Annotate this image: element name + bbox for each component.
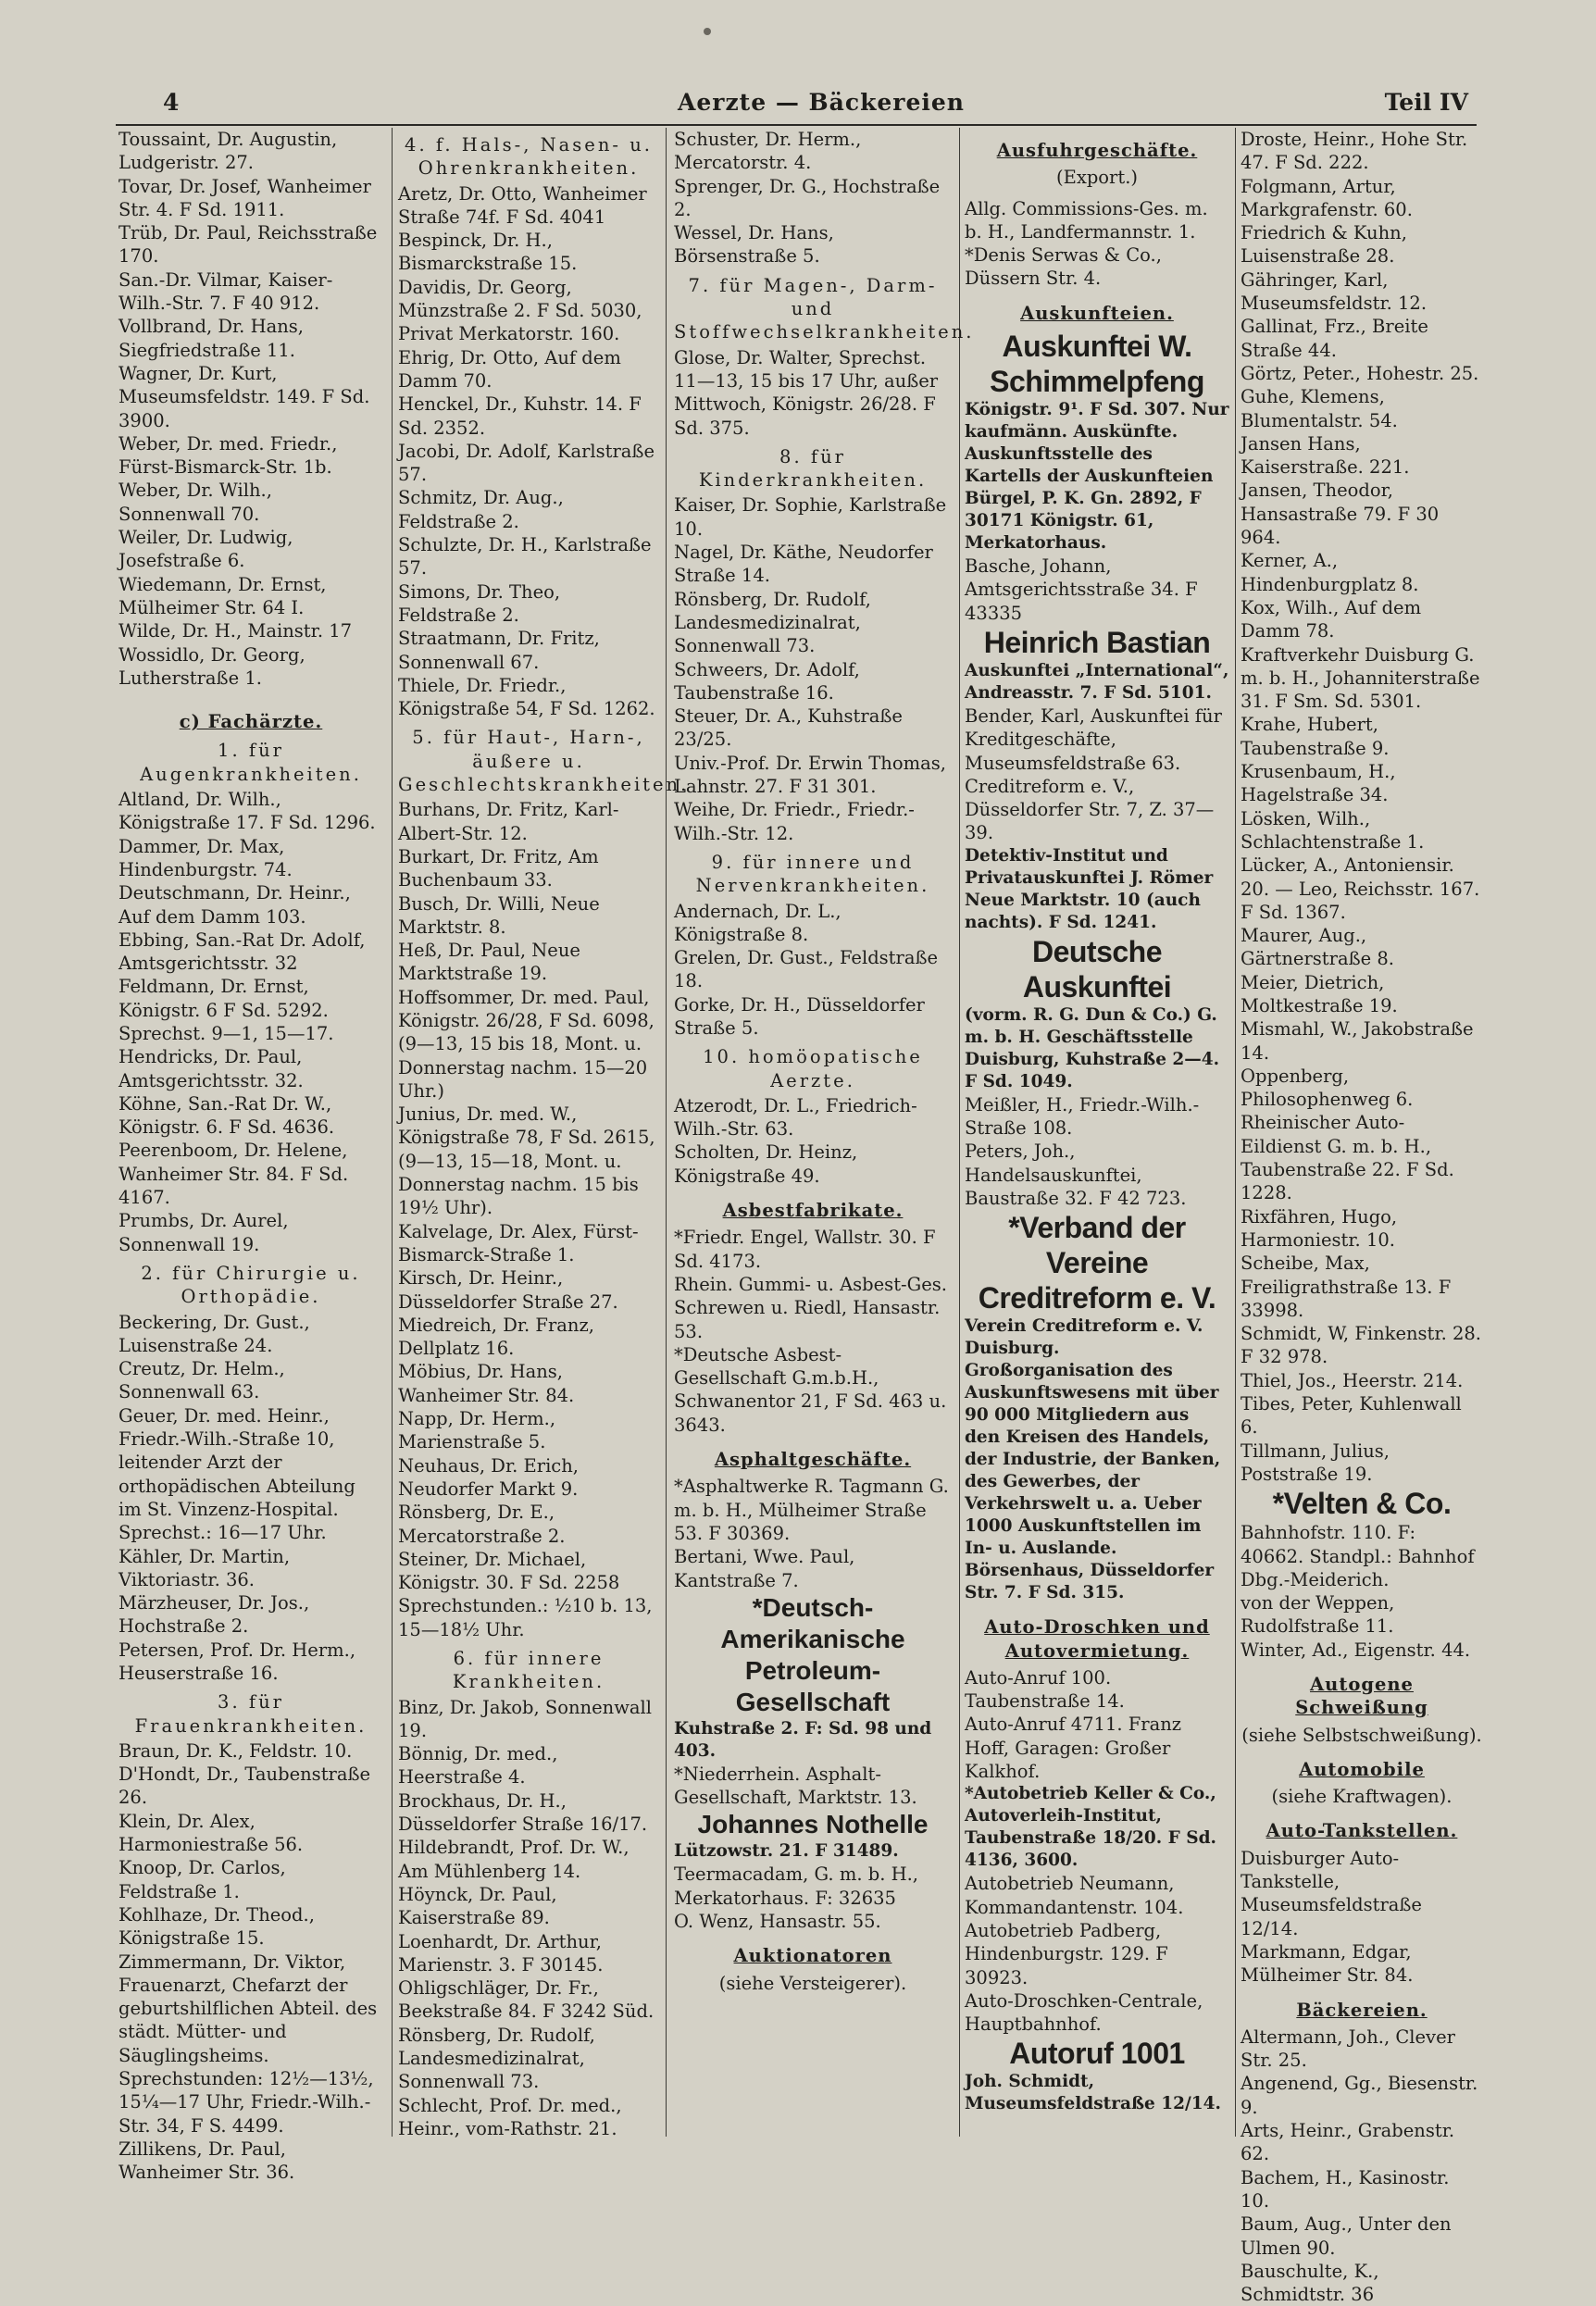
advert-text: Neue Marktstr. 10 (auch nachts). F Sd. 1241. — [965, 890, 1201, 932]
listing-entry: Busch, Dr. Willi, Neue Marktstr. 8. — [398, 892, 600, 938]
listing-entry: Peerenboom, Dr. Helene, Wanheimer Str. 84. F Sd. 4167. — [118, 1140, 349, 1209]
listing-entry: Autobetrieb Neumann, Kommandantenstr. 104. — [965, 1873, 1184, 1918]
listing-entry: Klein, Dr. Alex, Harmoniestraße 56. — [118, 1810, 304, 1856]
listing-entry: Jansen Hans, Kaiserstraße. 221. — [1241, 432, 1410, 479]
listing-entry: Scholten, Dr. Heinz, Königstraße 49. — [674, 1141, 858, 1187]
listing-entry: Ehrig, Dr. Otto, Auf dem Damm 70. — [398, 346, 621, 392]
section-heading: Auskunfteien. — [1020, 302, 1174, 324]
section-heading: c) Fachärzte. — [179, 711, 323, 733]
subsection-heading: 8. für Kinderkrankheiten. — [698, 445, 928, 492]
listing-entry: Schlecht, Prof. Dr. med., Heinr., vom-Rathstr. 21. — [398, 2094, 622, 2139]
page-title: Aerzte — Bäckereien — [678, 89, 965, 116]
section-note: (Export.) — [1055, 167, 1139, 189]
section-heading: Bäckereien. — [1296, 1999, 1428, 2021]
page-header — [111, 89, 1485, 126]
listing-entry: Autobetrieb Padberg, Hindenburgstr. 129. F 30923. — [965, 1919, 1168, 1988]
subsection-heading: 10. homöopatische Aerzte. — [703, 1046, 923, 1091]
advert-text: Kuhstraße 2. F: Sd. 98 und 403. — [674, 1718, 932, 1761]
column-2 — [398, 128, 690, 2146]
listing-entry: Krusenbaum, H., Hagelstraße 34. — [1241, 761, 1396, 806]
listing-entry: Lösken, Wilh., Schlachtenstraße 1. — [1241, 807, 1425, 853]
listing-entry: von der Weppen, Rudolfstraße 11. — [1241, 1592, 1395, 1638]
listing-entry: Neuhaus, Dr. Erich, Neudorfer Markt 9. — [398, 1454, 579, 1500]
listing-entry: Davidis, Dr. Georg, Münzstraße 2. F Sd. 5030, Privat Merkatorstr. 160. — [398, 276, 642, 345]
listing-entry: Hildebrandt, Prof. Dr. W., Am Mühlenberg 14. — [398, 1837, 630, 1882]
listing-entry: Guhe, Klemens, Blumentalstr. 54. — [1241, 386, 1398, 431]
listing-entry: Beckering, Dr. Gust., Luisenstraße 24. — [118, 1311, 310, 1356]
listing-entry: Bahnhofstr. 110. F: 40662. Standpl.: Bahnhof Dbg.-Meiderich. — [1241, 1522, 1475, 1590]
subsection-heading: 5. für Haut-, Harn-, äußere u. Geschlechtskrankheiten. — [398, 727, 690, 796]
section-heading: Auto-Tankstellen. — [1266, 1820, 1458, 1842]
listing-entry: Peters, Joh., Handelsauskunftei, Baustraße 32. F 42 723. — [965, 1141, 1187, 1209]
listing-entry: Rhein. Gummi- u. Asbest-Ges. Schrewen u. Riedl, Hansastr. 53. — [674, 1273, 947, 1342]
section-heading: Asphaltgeschäfte. — [714, 1449, 912, 1471]
listing-entry: Kirsch, Dr. Heinr., Düsseldorfer Straße 27. — [398, 1267, 618, 1313]
listing-entry: Köhne, San.-Rat Dr. W., Königstr. 6. F Sd. 4636. — [118, 1092, 335, 1139]
listing-entry: Heß, Dr. Paul, Neue Marktstraße 19. — [398, 940, 580, 985]
listing-entry: Rönsberg, Dr. Rudolf, Landesmedizinalrat, Sonnenwall 73. — [674, 588, 871, 657]
listing-entry: Basche, Johann, Amtsgerichtsstraße 34. F 43335 — [965, 555, 1198, 624]
section-note: (siehe Selbstschweißung). — [1241, 1724, 1482, 1746]
listing-entry: Henckel, Dr., Kuhstr. 14. F Sd. 2352. — [398, 393, 642, 439]
listing-entry: D'Hondt, Dr., Taubenstraße 26. — [118, 1764, 371, 1809]
listing-entry: Andernach, Dr. L., Königstraße 8. — [674, 900, 842, 945]
section-heading: Autogene Schweißung — [1295, 1674, 1428, 1719]
listing-entry: Zillikens, Dr. Paul, Wanheimer Str. 36. — [118, 2138, 295, 2184]
listing-entry: Altermann, Joh., Clever Str. 25. — [1241, 2026, 1455, 2072]
listing-entry: Vollbrand, Dr. Hans, Siegfriedstraße 11. — [118, 316, 304, 361]
listing-entry: Duisburger Auto-Tankstelle, Museumsfeldstraße 12/14. — [1241, 1847, 1422, 1939]
print-speck — [704, 28, 711, 35]
listing-entry: Kalvelage, Dr. Alex, Fürst-Bismarck-Straße 1. — [398, 1220, 639, 1265]
listing-entry: *Asphaltwerke R. Tagmann G. m. b. H., Mülheimer Straße 53. F 30369. — [674, 1476, 949, 1544]
section-note: (siehe Kraftwagen). — [1271, 1786, 1453, 1808]
listing-entry: Deutschmann, Dr. Heinr., Auf dem Damm 103. — [118, 882, 351, 928]
listing-entry: Rixfähren, Hugo, Harmoniestr. 10. — [1241, 1205, 1398, 1251]
listing-entry: Steiner, Dr. Michael, Königstr. 30. F Sd. 2258 Sprechstunden.: ½10 b. 13, 15—18½ Uhr. — [398, 1548, 653, 1640]
advert-title: Heinrich Bastian — [983, 625, 1211, 659]
listing-entry: Höynck, Dr. Paul, Kaiserstraße 89. — [398, 1883, 557, 1929]
part-label: Teil IV — [1384, 89, 1468, 116]
listing-entry: Kohlhaze, Dr. Theod., Königstraße 15. — [118, 1903, 315, 1950]
listing-entry: Trüb, Dr. Paul, Reichsstraße 170. — [118, 222, 378, 268]
subsection-heading: 4. f. Hals-, Nasen- u. Ohrenkrankheiten. — [405, 134, 653, 180]
header-rule — [116, 124, 1477, 126]
listing-entry: Kähler, Dr. Martin, Viktoriastr. 36. — [118, 1545, 291, 1590]
listing-entry: Wessel, Dr. Hans, Börsenstraße 5. — [674, 222, 834, 268]
listing-entry: Braun, Dr. K., Feldstr. 10. — [118, 1739, 353, 1762]
listing-entry: Bönnig, Dr. med., Heerstraße 4. — [398, 1743, 558, 1789]
listing-entry: Zimmermann, Dr. Viktor, Frauenarzt, Chefarzt der geburtshilflichen Abteil. des städt. Mütter- und Säuglingsheims. Sprechstunden: 12½—13½, 15¼—17 Uhr, Friedr.-Wilh.-Str. 34, F S. 4499. — [118, 1951, 378, 2137]
listing-entry: Meißler, H., Friedr.-Wilh.-Straße 108. — [965, 1093, 1200, 1140]
listing-entry: Gorke, Dr. H., Düsseldorfer Straße 5. — [674, 993, 925, 1039]
advert-title: Johannes Nothelle — [697, 1810, 929, 1839]
listing-entry: Ohligschläger, Dr. Fr., Beekstraße 84. F 3242 Süd. — [398, 1977, 655, 2023]
subsection-heading: 9. für innere und Nervenkrankheiten. — [695, 851, 930, 897]
listing-entry: Straatmann, Dr. Fritz, Sonnenwall 67. — [398, 628, 600, 673]
listing-entry: Nagel, Dr. Käthe, Neudorfer Straße 14. — [674, 542, 933, 587]
advert-text: Lützowstr. 21. F 31489. — [674, 1841, 899, 1862]
listing-entry: Baum, Aug., Unter den Ulmen 90. — [1241, 2213, 1452, 2259]
advert-text: Joh. Schmidt, Museumsfeldstraße 12/14. — [965, 2072, 1221, 2114]
listing-entry: Schulzte, Dr. H., Karlstraße 57. — [398, 534, 652, 580]
spacer — [118, 690, 383, 699]
subsection-heading: 2. für Chirurgie u. Orthopädie. — [141, 1262, 361, 1308]
listing-entry: Auto-Anruf 100. Taubenstraße 14. — [965, 1666, 1125, 1713]
listing-entry: Angenend, Gg., Biesenstr. 9. — [1241, 2073, 1478, 2118]
listing-entry: Bender, Karl, Auskunftei für Kreditgeschäfte, Museumsfeldstraße 63. — [965, 704, 1222, 774]
listing-entry: Glose, Dr. Walter, Sprechst. 11—13, 15 bis 17 Uhr, außer Mittwoch, Königstr. 26/28. F Sd. 375. — [674, 346, 939, 439]
listing-entry: Bespinck, Dr. H., Bismarckstraße 15. — [398, 230, 578, 275]
listing-entry: Wagner, Dr. Kurt, Museumsfeldstr. 149. F Sd. 3900. — [118, 362, 370, 431]
listing-entry: *Niederrhein. Asphalt-Gesellschaft, Marktstr. 13. — [674, 1763, 917, 1809]
listing-entry: Görtz, Peter., Hohestr. 25. — [1241, 362, 1479, 384]
listing-entry: Scheibe, Max, Freiligrathstraße 13. F 33998. — [1241, 1253, 1452, 1321]
listing-entry: Folgmann, Artur, Markgrafenstr. 60. — [1241, 175, 1413, 220]
listing-entry: Hoffsommer, Dr. med. Paul, Königstr. 26/28, F Sd. 6098, (9—13, 15 bis 18, Mont. u. Donnerstag nachm. 15—20 Uhr.) — [398, 986, 655, 1102]
listing-entry: Burhans, Dr. Fritz, Karl-Albert-Str. 12. — [398, 799, 619, 844]
listing-entry: Kraftverkehr Duisburg G. m. b. H., Johanniterstraße 31. F Sm. Sd. 5301. — [1241, 643, 1480, 713]
listing-entry: Auto-Droschken-Centrale, Hauptbahnhof. — [965, 1989, 1203, 2036]
listing-entry: Auto-Anruf 4711. Franz Hoff, Garagen: Großer Kalkhof. — [965, 1714, 1182, 1783]
listing-entry: Petersen, Prof. Dr. Herm., Heuserstraße 16. — [118, 1639, 356, 1684]
listing-entry: Rheinischer Auto-Eildienst G. m. b. H., Taubenstraße 22. F Sd. 1228. — [1241, 1112, 1454, 1204]
listing-entry: Jansen, Theodor, Hansastraße 79. F 30 964. — [1241, 480, 1440, 549]
listing-entry: Prumbs, Dr. Aurel, Sonnenwall 19. — [118, 1210, 289, 1255]
listing-entry: Junius, Dr. med. W., Königstraße 78, F Sd. 2615, (9—13, 15—18, Mont. u. Donnerstag nachm. 15 bis 19½ Uhr). — [398, 1103, 655, 1219]
listing-entry: Miedreich, Dr. Franz, Dellplatz 16. — [398, 1314, 594, 1360]
listing-entry: Markmann, Edgar, Mülheimer Str. 84. — [1241, 1940, 1414, 1987]
listing-entry: San.-Dr. Vilmar, Kaiser-Wilh.-Str. 7. F 40 912. — [118, 268, 333, 315]
listing-entry: Kox, Wilh., Auf dem Damm 78. — [1241, 596, 1422, 642]
listing-entry: Knoop, Dr. Carlos, Feldstraße 1. — [118, 1857, 286, 1902]
section-note: (siehe Versteigerer). — [718, 1972, 907, 1994]
listing-entry: Winter, Ad., Eigenstr. 44. — [1241, 1639, 1471, 1661]
listing-entry: Binz, Dr. Jakob, Sonnenwall 19. — [398, 1696, 652, 1741]
listing-entry: Mismahl, W., Jakobstraße 14. — [1241, 1018, 1474, 1064]
listing-entry: Lücker, A., Antoniensir. 20. — Leo, Reichsstr. 167. F Sd. 1367. — [1241, 854, 1480, 923]
section-heading: Auto-Droschken und Autovermietung. — [984, 1616, 1210, 1662]
listing-entry: Aretz, Dr. Otto, Wanheimer Straße 74f. F Sd. 4041 — [398, 182, 647, 228]
listing-entry: Märzheuser, Dr. Jos., Hochstraße 2. — [118, 1592, 310, 1638]
listing-entry: *Denis Serwas & Co., Düssern Str. 4. — [965, 244, 1162, 290]
listing-entry: Bertani, Wwe. Paul, Kantstraße 7. — [674, 1546, 855, 1591]
section-heading: Automobile — [1299, 1758, 1425, 1780]
listing-entry: Burkart, Dr. Fritz, Am Buchenbaum 33. — [398, 845, 599, 891]
listing-entry: Univ.-Prof. Dr. Erwin Thomas, Lahnstr. 27. F 31 301. — [674, 752, 946, 798]
listing-entry: Rönsberg, Dr. E., Mercatorstraße 2. — [398, 1502, 566, 1547]
advert-title: Auskunftei W. Schimmelpfeng — [990, 330, 1204, 399]
section-heading: Ausfuhrgeschäfte. — [996, 140, 1198, 161]
subsection-heading: 7. für Magen-, Darm- und Stoffwechselkrankheiten. — [674, 274, 975, 343]
listing-entry: Creditreform e. V., Düsseldorfer Str. 7, Z. 37—39. — [965, 775, 1215, 844]
listing-entry: Wiedemann, Dr. Ernst, Mülheimer Str. 64 I. — [118, 573, 327, 618]
listing-entry: Thiele, Dr. Friedr., Königstraße 54, F Sd. 1262. — [398, 674, 655, 720]
section-heading: Asbestfabrikate. — [722, 1200, 904, 1222]
advert-text: *Autobetrieb Keller & Co., Autoverleih-Institut, Taubenstraße 18/20. F Sd. 4136, 3600. — [965, 1784, 1216, 1871]
listing-entry: Weber, Dr. med. Friedr., Fürst-Bismarck-Str. 1b. — [118, 432, 338, 479]
advert-text: Detektiv-Institut und Privatauskunftei J. Römer — [965, 845, 1214, 888]
listing-entry: Loenhardt, Dr. Arthur, Marienstr. 3. F 30145. — [398, 1930, 604, 1976]
listing-entry: Feldmann, Dr. Ernst, Königstr. 6 F Sd. 5292. Sprechst. 9—1, 15—17. — [118, 976, 334, 1044]
advert-title: *Deutsch-Amerikanische Petroleum-Gesellschaft — [720, 1592, 905, 1716]
column-5 — [1241, 128, 1483, 2306]
listing-entry: Atzerodt, Dr. L., Friedrich-Wilh.-Str. 63. — [674, 1094, 917, 1141]
listing-entry: Allg. Commissions-Ges. m. b. H., Landfermannstr. 1. — [965, 197, 1208, 243]
listing-entry: Wossidlo, Dr. Georg, Lutherstraße 1. — [118, 643, 305, 689]
listing-entry: Schuster, Dr. Herm., Mercatorstr. 4. — [674, 129, 862, 174]
listing-entry: Maurer, Aug., Gärtnerstraße 8. — [1241, 925, 1394, 970]
listing-entry: Grelen, Dr. Gust., Feldstraße 18. — [674, 947, 939, 992]
listing-entry: Creutz, Dr. Helm., Sonnenwall 63. — [118, 1358, 285, 1403]
advert-text: Königstr. 9¹. F Sd. 307. Nur kaufmänn. Auskünfte. — [965, 400, 1229, 443]
listing-entry: Tillmann, Julius, Poststraße 19. — [1241, 1440, 1390, 1485]
listing-entry: *Friedr. Engel, Wallstr. 30. F Sd. 4173. — [674, 1227, 936, 1272]
listing-entry: Dammer, Dr. Max, Hindenburgstr. 74. — [118, 835, 293, 880]
listing-entry: Toussaint, Dr. Augustin, Ludgeristr. 27. — [118, 129, 338, 174]
advert-text: (vorm. R. G. Dun & Co.) G. m. b. H. Geschäftsstelle Duisburg, Kuhstraße 2—4. F Sd. 1049. — [965, 1004, 1220, 1091]
listing-entry: Krahe, Hubert, Taubenstraße 9. — [1241, 714, 1390, 759]
advert-text: Auskunftsstelle des Kartells der Auskunfteien Bürgel, P. K. Gn. 2892, F 30171 Königstr. 61, Merkatorhaus. — [965, 444, 1214, 554]
listing-entry: Friedrich & Kuhn, Luisenstraße 28. — [1241, 222, 1407, 268]
listing-entry: Thiel, Jos., Heerstr. 214. — [1241, 1369, 1464, 1391]
advert-text: Verein Creditreform e. V. Duisburg. Großorganisation des Auskunftswesens mit über 90 000 Mitgliedern aus den Kreisen des Handels, der Industrie, der Banken, des Gewerbes, der Verkehrswelt u. a. Ueber 1000 Auskunftstellen im In- u. Auslande. Börsenhaus, Düsseldorfer Str. 7. F Sd. 315. — [965, 1316, 1221, 1603]
listing-entry: Tibes, Peter, Kuhlenwall 6. — [1241, 1393, 1462, 1439]
listing-entry: Teermacadam, G. m. b. H., Merkatorhaus. F: 32635 — [674, 1863, 919, 1909]
column-divider — [666, 128, 667, 2137]
listing-entry: Jacobi, Dr. Adolf, Karlstraße 57. — [398, 440, 655, 486]
listing-entry: Sprenger, Dr. G., Hochstraße 2. — [674, 175, 941, 220]
listing-entry: O. Wenz, Hansastr. 55. — [674, 1911, 881, 1932]
listing-entry: Simons, Dr. Theo, Feldstraße 2. — [398, 580, 561, 626]
listing-entry: Weihe, Dr. Friedr., Friedr.-Wilh.-Str. 12. — [674, 799, 915, 844]
column-1 — [118, 128, 383, 2184]
column-divider — [1235, 128, 1236, 2137]
column-divider — [392, 128, 393, 2137]
listing-entry: Gähringer, Karl, Museumsfeldstr. 12. — [1241, 268, 1428, 315]
listing-entry: Schmidt, W, Finkenstr. 28. F 32 978. — [1241, 1323, 1481, 1368]
listing-entry: Napp, Dr. Herm., Marienstraße 5. — [398, 1408, 556, 1453]
listing-entry: Kaiser, Dr. Sophie, Karlstraße 10. — [674, 494, 947, 540]
column-divider — [959, 128, 960, 2137]
listing-entry: Arts, Heinr., Grabenstr. 62. — [1241, 2120, 1455, 2165]
advert-title: Autoruf 1001 — [1009, 2037, 1185, 2071]
listing-entry: Meier, Dietrich, Moltkestraße 19. — [1241, 971, 1398, 1016]
column-3 — [674, 128, 975, 2146]
subsection-heading: 6. für innere Krankheiten. — [452, 1648, 605, 1693]
listing-entry: Geuer, Dr. med. Heinr., Friedr.-Wilh.-Straße 10, leitender Arzt der orthopädischen Abteilung im St. Vinzenz-Hospital. Sprechst.: 16—17 Uhr. — [118, 1404, 355, 1544]
listing-entry: Weiler, Dr. Ludwig, Josefstraße 6. — [118, 527, 293, 572]
listing-entry: Kerner, A., Hindenburgplatz 8. — [1241, 550, 1419, 595]
listing-entry: Droste, Heinr., Hohe Str. 47. F Sd. 222. — [1241, 129, 1468, 174]
listing-entry: Oppenberg, Philosophenweg 6. — [1241, 1065, 1414, 1111]
listing-entry: Altland, Dr. Wilh., Königstraße 17. F Sd. 1296. — [118, 789, 376, 834]
listing-entry: Steuer, Dr. A., Kuhstraße 23/25. — [674, 705, 903, 751]
subsection-heading: 1. für Augenkrankheiten. — [140, 740, 362, 785]
listing-entry: Möbius, Dr. Hans, Wanheimer Str. 84. — [398, 1361, 575, 1406]
listing-entry: Brockhaus, Dr. H., Düsseldorfer Straße 16/17. — [398, 1789, 648, 1836]
column-4 — [965, 128, 1229, 2146]
listing-entry: Bachem, H., Kasinostr. 10. — [1241, 2166, 1450, 2212]
listing-entry: Tovar, Dr. Josef, Wanheimer Str. 4. F Sd. 1911. — [118, 175, 371, 220]
listing-entry: Rönsberg, Dr. Rudolf, Landesmedizinalrat, Sonnenwall 73. — [398, 2024, 595, 2093]
listing-entry: *Deutsche Asbest-Gesellschaft G.m.b.H., Schwanentor 21, F Sd. 463 u. 3643. — [674, 1343, 947, 1436]
subsection-heading: 3. für Frauenkrankheiten. — [134, 1691, 368, 1737]
listing-entry: Schmitz, Dr. Aug., Feldstraße 2. — [398, 487, 564, 532]
listing-entry: Wilde, Dr. H., Mainstr. 17 — [118, 620, 353, 642]
listing-entry: Weber, Dr. Wilh., Sonnenwall 70. — [118, 480, 272, 525]
advert-title: *Verband der Vereine Creditreform e. V. — [978, 1211, 1216, 1315]
listing-entry: Ebbing, San.-Rat Dr. Adolf, Amtsgerichtsstr. 32 — [118, 929, 366, 975]
page-number: 4 — [163, 89, 180, 116]
advert-title: *Velten & Co. — [1272, 1487, 1452, 1521]
section-heading: Auktionatoren — [733, 1945, 892, 1967]
listing-entry: Hendricks, Dr. Paul, Amtsgerichtsstr. 32. — [118, 1046, 304, 1091]
listing-entry: Bauschulte, K., Schmidtstr. 36 — [1241, 2260, 1379, 2306]
advert-title: Deutsche Auskunftei — [1022, 934, 1172, 1003]
listing-entry: Gallinat, Frz., Breite Straße 44. — [1241, 316, 1428, 361]
advert-text: Auskunftei „International“, Andreasstr. 7. F Sd. 5101. — [965, 660, 1229, 703]
listing-entry: Schweers, Dr. Adolf, Taubenstraße 16. — [674, 658, 860, 704]
